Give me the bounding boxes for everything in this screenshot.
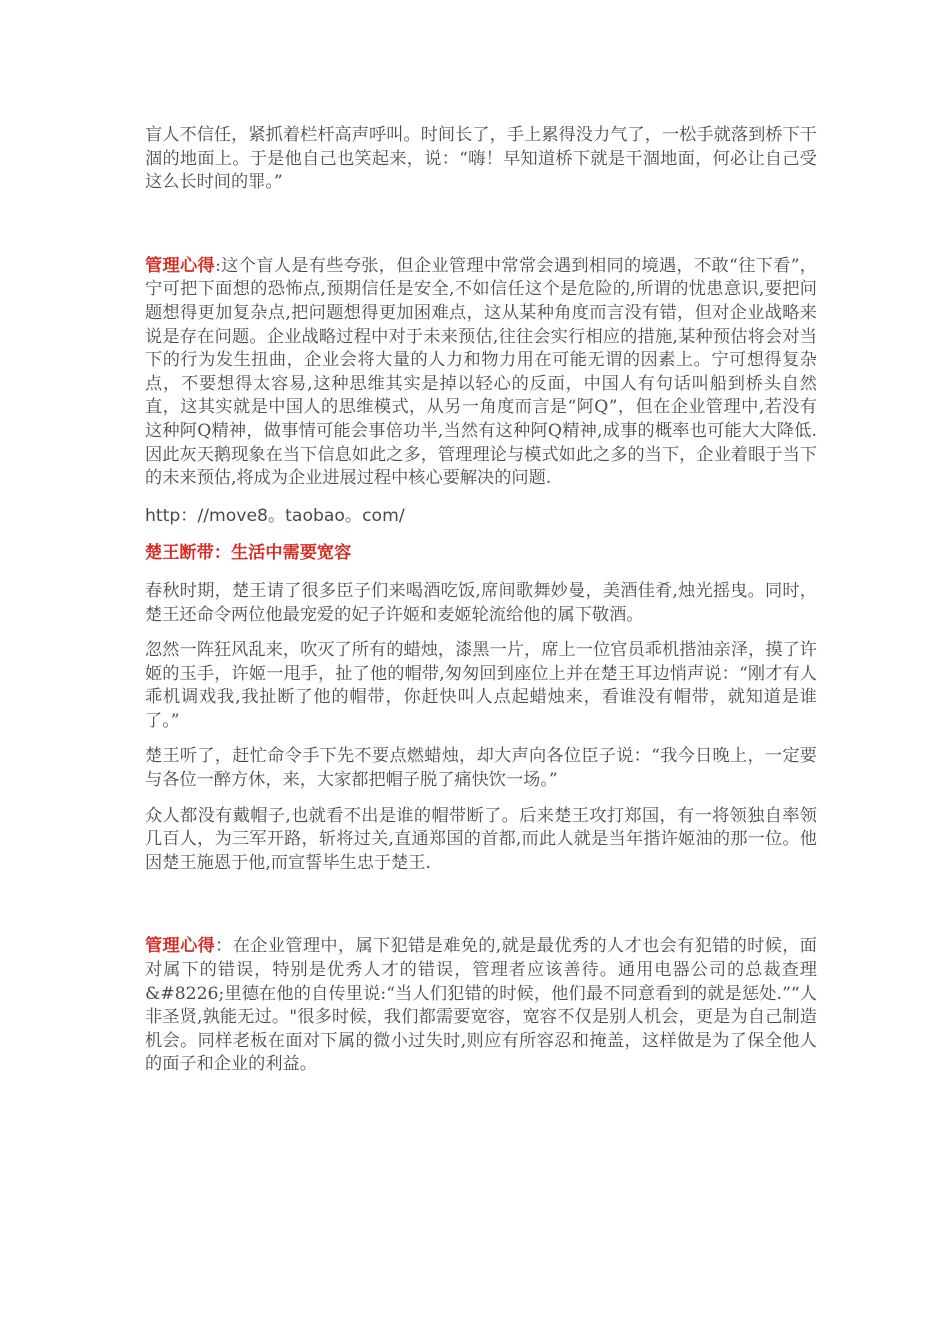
spacer (145, 566, 817, 580)
spacer (145, 793, 817, 805)
paragraph-candles-out: 忽然一阵狂风乱来，吹灭了所有的蜡烛，漆黑一片，席上一位官员乖机揩油亲泽，摸了许姬的玉手，许姬一甩手，扯了他的帽带,匆匆回到座位上并在楚王耳边悄声说：“刚才有人乖机调戏我,我扯断了他的帽带，你赶快叫人点起蜡烛来，看谁没有帽带，就知道是谁了。” (145, 640, 817, 731)
paragraph-banquet: 春秋时期，楚王请了很多臣子们来喝酒吃饭,席间歌舞妙曼，美酒佳肴,烛光摇曳。同时，楚王还命令两位他最宠爱的妃子许姬和麦姬轮流给他的属下敬酒。 (145, 580, 817, 625)
paragraph-king-responds: 楚王听了，赶忙命令手下先不要点燃蜡烛，却大声向各位臣子说：“我今日晚上，一定要与各位一醉方休，来，大家都把帽子脱了痛快饮一场。” (145, 746, 817, 791)
management-insight-label: 管理心得 (145, 255, 216, 276)
spacer (145, 627, 817, 639)
spacer (145, 491, 817, 505)
management-insight-label: 管理心得 (145, 936, 216, 957)
management-insight-text: :这个盲人是有些夸张，但企业管理中常常会遇到相同的境遇，不敢“往下看”， 宁可把下面想的恐怖点,预期信任是安全,不如信任这个是危险的,所谓的忧患意识,要把问题想得更加复杂点,把问题想得更加困难点，这从某种角度而言没有错，但对企业战略来说是存在问题。企业战略过程中对于未来预估,往往会实行相应的措施,某种预估将会对当下的行为发生扭曲，企业会将大量的人力和物力用在可能无谓的因素上。宁可想得复杂点，不要想得太容易,这种思维其实是掉以轻心的反面，中国人有句话叫船到桥头自然直，这其实就是中国人的思维模式，从另一角度而言是“阿Q”，但在企业管理中,若没有这种阿Q精神，做事情可能会事倍功半,当然有这种阿Q精神,成事的概率也可能大大降低.因此灰天鹅现象在当下信息如此之多，管理理论与模式如此之多的当下，企业着眼于当下的未来预估,将成为企业进展过程中核心要解决的问题. (145, 255, 817, 489)
management-insight-1 (145, 255, 817, 491)
management-insight-2 (145, 935, 817, 1077)
management-insight-text: ：在企业管理中，属下犯错是难免的,就是最优秀的人才也会有犯错的时候，面对属下的错误，特别是优秀人才的错误，管理者应该善待。通用电器公司的总裁查理&#8226;里德在他的自传里说:“当人们犯错的时候，他们最不同意看到的就是惩处.”“人非圣贤,孰能无过。"很多时候，我们都需要宽容，宽容不仅是别人机会，更是为自己制造机会。同样老板在面对下属的微小过失时,则应有所容忍和掩盖，这样做是为了保全他人的面子和企业的利益。 (145, 936, 817, 1075)
story-heading: 楚王断带：生活中需要宽容 (145, 543, 352, 564)
spacer (145, 195, 817, 255)
spacer (145, 528, 817, 542)
paragraph-blind-man-ending: 盲人不信任，紧抓着栏杆高声呼叫。时间长了，手上累得没力气了，一松手就落到桥下干涸的地面上。于是他自己也笑起来，说：“嗨！早知道桥下就是干涸地面，何必让自己受这么长时间的罪。” (145, 125, 817, 193)
paragraph-loyalty: 众人都没有戴帽子,也就看不出是谁的帽带断了。后来楚王攻打郑国，有一将领独自率领几百人，为三军开路，斩将过关,直通郑国的首都,而此人就是当年揩许姬油的那一位。他因楚王施恩于他,而宣誓毕生忠于楚王. (145, 805, 817, 873)
source-url: http：//move8。taobao。com/ (145, 505, 405, 526)
spacer (145, 733, 817, 745)
spacer (145, 875, 817, 935)
document-page (145, 124, 817, 1077)
